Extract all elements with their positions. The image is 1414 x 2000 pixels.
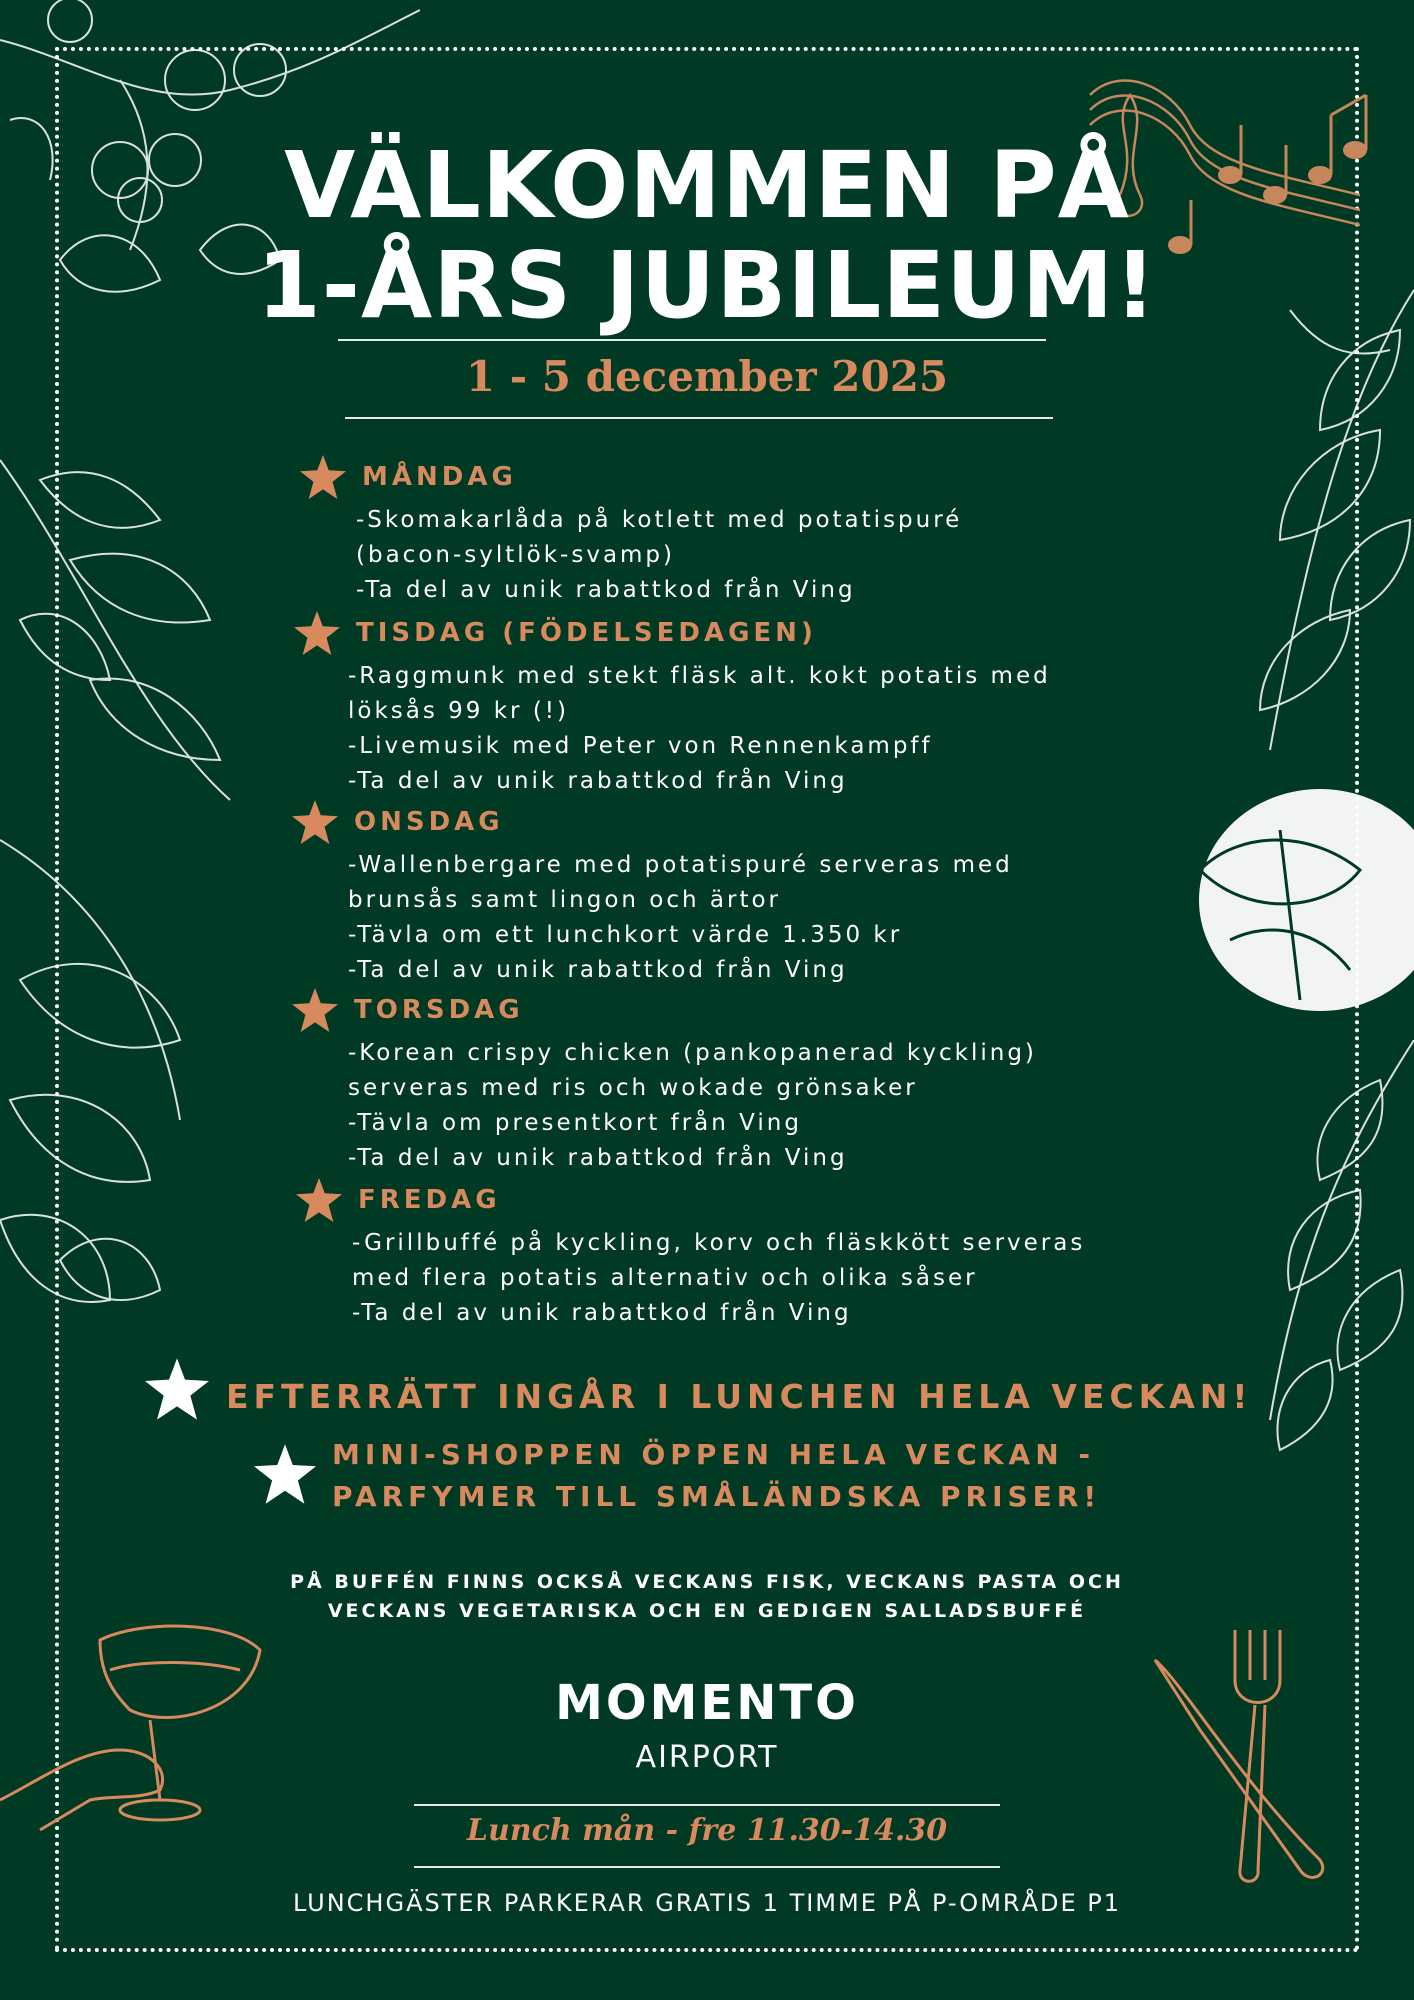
star-icon bbox=[292, 800, 338, 844]
leaf-icon bbox=[0, 420, 260, 1370]
menu-item: -Skomakarlåda på kotlett med potatispuré bbox=[356, 507, 963, 533]
page-title-line-1: VÄLKOMMEN PÅ bbox=[284, 132, 1130, 239]
day-name: ONSDAG bbox=[354, 807, 504, 837]
leaf-icon bbox=[1150, 270, 1414, 770]
day-name: FREDAG bbox=[358, 1185, 501, 1215]
menu-item: -Livemusik med Peter von Rennenkampff bbox=[348, 733, 933, 759]
menu-item: -Ta del av unik rabattkod från Ving bbox=[348, 957, 848, 983]
dessert-highlight: EFTERRÄTT INGÅR I LUNCHEN HELA VECKAN! bbox=[226, 1377, 1253, 1416]
menu-item: -Ta del av unik rabattkod från Ving bbox=[348, 768, 848, 794]
star-icon bbox=[296, 1178, 342, 1222]
menu-item: -Grillbuffé på kyckling, korv och fläskkött serveras bbox=[352, 1230, 1086, 1256]
day-thursday bbox=[292, 988, 1037, 1176]
star-icon bbox=[292, 988, 338, 1032]
buffet-note-line-2: VECKANS VEGETARISKA OCH EN GEDIGEN SALLADSBUFFÉ bbox=[327, 1600, 1087, 1622]
logo-momento: MOMENTO bbox=[555, 1675, 859, 1731]
event-dates: 1 - 5 december 2025 bbox=[465, 352, 949, 401]
menu-item: -Korean crispy chicken (pankopanerad kyckling) bbox=[348, 1040, 1037, 1066]
star-icon bbox=[145, 1358, 209, 1420]
divider bbox=[414, 1804, 1000, 1806]
parking-info: LUNCHGÄSTER PARKERAR GRATIS 1 TIMME PÅ P-OMRÅDE P1 bbox=[292, 1889, 1122, 1917]
star-icon bbox=[254, 1444, 316, 1504]
divider bbox=[414, 1866, 1000, 1868]
shop-highlight-line-1: MINI-SHOPPEN ÖPPEN HELA VECKAN - bbox=[332, 1438, 1095, 1471]
day-friday bbox=[296, 1178, 1085, 1331]
page-title-line-2: 1-ÅRS JUBILEUM! bbox=[256, 232, 1158, 339]
day-name: TORSDAG bbox=[354, 995, 524, 1025]
divider bbox=[338, 339, 1046, 341]
buffet-note-line-1: PÅ BUFFÉN FINNS OCKSÅ VECKANS FISK, VECKANS PASTA OCH bbox=[290, 1571, 1124, 1593]
menu-item: -Wallenbergare med potatispuré serveras med bbox=[348, 852, 1013, 878]
menu-item: -Ta del av unik rabattkod från Ving bbox=[352, 1300, 852, 1326]
day-monday bbox=[300, 455, 962, 608]
day-tuesday bbox=[294, 611, 1051, 799]
menu-item: löksås 99 kr (!) bbox=[348, 698, 569, 724]
menu-item: brunsås samt lingon och ärtor bbox=[348, 887, 782, 913]
menu-item: -Ta del av unik rabattkod från Ving bbox=[356, 577, 856, 603]
star-icon bbox=[300, 455, 346, 499]
menu-item: (bacon-syltlök-svamp) bbox=[356, 542, 676, 568]
menu-item: -Raggmunk med stekt fläsk alt. kokt potatis med bbox=[348, 663, 1051, 689]
menu-item: -Tävla om presentkort från Ving bbox=[348, 1110, 802, 1136]
lunch-hours: Lunch mån - fre 11.30-14.30 bbox=[466, 1813, 948, 1848]
divider bbox=[345, 417, 1053, 419]
star-icon bbox=[294, 611, 340, 655]
day-name: TISDAG (FÖDELSEDAGEN) bbox=[356, 618, 817, 648]
menu-item: med flera potatis alternativ och olika såser bbox=[352, 1265, 978, 1291]
day-wednesday bbox=[292, 800, 1013, 988]
logo-airport: AIRPORT bbox=[635, 1740, 779, 1775]
day-name: MÅNDAG bbox=[362, 462, 517, 492]
menu-item: -Tävla om ett lunchkort värde 1.350 kr bbox=[348, 922, 903, 948]
menu-item: -Ta del av unik rabattkod från Ving bbox=[348, 1145, 848, 1171]
menu-item: serveras med ris och wokade grönsaker bbox=[348, 1075, 918, 1101]
shop-highlight-line-2: PARFYMER TILL SMÅLÄNDSKA PRISER! bbox=[332, 1480, 1102, 1513]
plate-icon bbox=[1160, 770, 1414, 1040]
